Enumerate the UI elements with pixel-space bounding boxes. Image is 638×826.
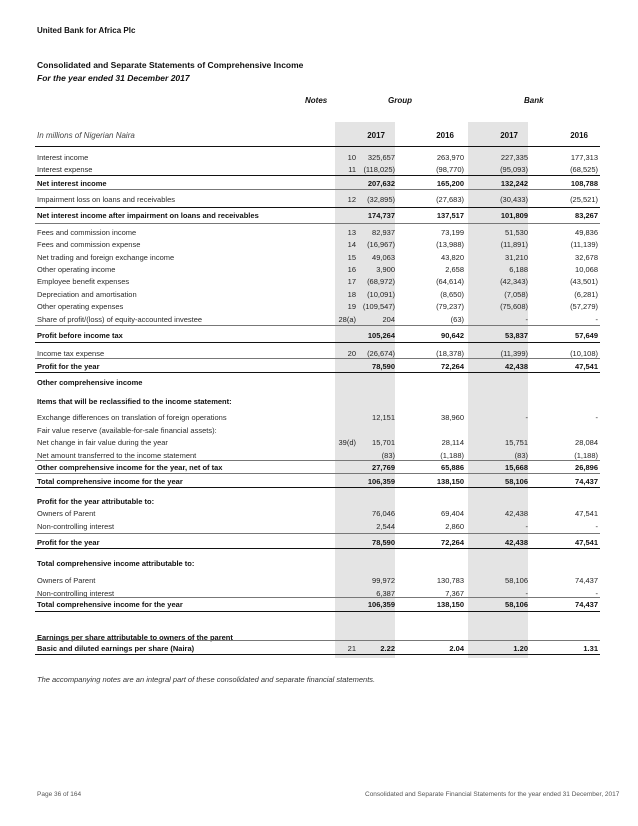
bank-2016-value: (6,281) bbox=[574, 290, 598, 299]
group-2017-value: 106,359 bbox=[367, 600, 395, 609]
bank-2016-value: - bbox=[595, 589, 598, 598]
group-2017-value: 27,769 bbox=[372, 463, 395, 472]
group-2016-value: 65,886 bbox=[441, 463, 464, 472]
bank-2017-value: (11,891) bbox=[500, 240, 528, 249]
group-header: Group bbox=[388, 96, 412, 105]
table-rule bbox=[35, 342, 600, 343]
group-2016-value: 2,860 bbox=[445, 522, 464, 531]
statement-row bbox=[35, 508, 600, 519]
bank-2016-value: - bbox=[595, 315, 598, 324]
bank-2016-value: (57,279) bbox=[570, 302, 598, 311]
table-rule bbox=[35, 207, 600, 208]
group-2017-value: 3,900 bbox=[376, 265, 395, 274]
row-note: 12 bbox=[347, 195, 356, 204]
row-note: 18 bbox=[347, 290, 356, 299]
bank-2017-value: 58,106 bbox=[505, 477, 528, 486]
group-2017-value: 207,632 bbox=[367, 179, 395, 188]
group-2016-value: 138,150 bbox=[436, 477, 464, 486]
year-header-bank-2017: 2017 bbox=[500, 131, 518, 140]
group-2016-value: (13,988) bbox=[436, 240, 464, 249]
row-label: Depreciation and amortisation bbox=[37, 290, 137, 299]
bank-2016-value: 74,437 bbox=[575, 576, 598, 585]
bank-2017-value: (75,608) bbox=[500, 302, 528, 311]
row-note: 19 bbox=[347, 302, 356, 311]
table-rule bbox=[35, 460, 600, 461]
bank-2016-value: 28,084 bbox=[575, 438, 598, 447]
row-label: Net trading and foreign exchange income bbox=[37, 253, 175, 262]
group-2016-value: 7,367 bbox=[445, 589, 464, 598]
row-label: Total comprehensive income attributable to: bbox=[37, 559, 195, 568]
bank-header: Bank bbox=[524, 96, 544, 105]
bank-2016-value: (68,525) bbox=[570, 165, 598, 174]
bank-2016-value: 26,896 bbox=[575, 463, 598, 472]
row-note: 16 bbox=[347, 265, 356, 274]
table-rule bbox=[35, 654, 600, 655]
group-2017-value: (109,547) bbox=[362, 302, 395, 311]
row-label: Profit for the year attributable to: bbox=[37, 497, 155, 506]
statement-row bbox=[35, 227, 600, 238]
row-label: Non-controlling interest bbox=[37, 522, 115, 531]
group-2017-value: 2,544 bbox=[376, 522, 395, 531]
row-note: 15 bbox=[347, 253, 356, 262]
bank-2016-value: - bbox=[595, 522, 598, 531]
row-label: Basic and diluted earnings per share (Naira) bbox=[37, 644, 195, 653]
statement-row bbox=[35, 301, 600, 312]
table-rule bbox=[35, 372, 600, 373]
year-header-group-2017: 2017 bbox=[367, 131, 385, 140]
group-2017-value: (16,967) bbox=[367, 240, 395, 249]
group-2017-value: 99,972 bbox=[372, 576, 395, 585]
group-2016-value: (64,614) bbox=[436, 277, 464, 286]
statement-row bbox=[35, 558, 600, 569]
row-label: Net interest income bbox=[37, 179, 107, 188]
row-label: Net change in fair value during the year bbox=[37, 438, 168, 447]
group-2016-value: 2,658 bbox=[445, 265, 464, 274]
row-note: 39(d) bbox=[338, 438, 356, 447]
row-note: 20 bbox=[347, 349, 356, 358]
bank-2016-value: 1.31 bbox=[583, 644, 598, 653]
row-label: Exchange differences on translation of foreign operations bbox=[37, 413, 227, 422]
table-rule bbox=[35, 223, 600, 224]
statement-row bbox=[35, 396, 600, 407]
bank-2016-value: 32,678 bbox=[575, 253, 598, 262]
bank-2017-value: 58,106 bbox=[505, 576, 528, 585]
row-label: Interest income bbox=[37, 153, 89, 162]
bank-2017-value: (7,058) bbox=[504, 290, 528, 299]
bank-2016-value: (43,501) bbox=[570, 277, 598, 286]
row-label: Employee benefit expenses bbox=[37, 277, 130, 286]
statement-row bbox=[35, 537, 600, 548]
units-label: In millions of Nigerian Naira bbox=[37, 131, 135, 140]
row-label: Net amount transferred to the income statement bbox=[37, 451, 197, 460]
table-rule bbox=[35, 487, 600, 488]
group-2016-value: 28,114 bbox=[441, 438, 464, 447]
group-2016-value: 90,642 bbox=[441, 331, 464, 340]
bank-2017-value: 42,438 bbox=[505, 509, 528, 518]
table-rule bbox=[35, 358, 600, 359]
bank-2016-value: (25,521) bbox=[570, 195, 598, 204]
group-2016-value: 38,960 bbox=[441, 413, 464, 422]
bank-2016-value: - bbox=[595, 413, 598, 422]
group-2017-value: (10,091) bbox=[367, 290, 395, 299]
statement-row bbox=[35, 521, 600, 532]
statement-row bbox=[35, 643, 600, 654]
statement-row bbox=[35, 496, 600, 507]
bank-2016-value: 177,313 bbox=[570, 153, 598, 162]
group-2017-value: (26,674) bbox=[367, 349, 395, 358]
bank-2016-value: 83,267 bbox=[575, 211, 598, 220]
row-label: Share of profit/(loss) of equity-accounted investee bbox=[37, 315, 203, 324]
bank-2017-value: 51,530 bbox=[505, 228, 528, 237]
statement-row bbox=[35, 276, 600, 287]
bank-2016-value: 57,649 bbox=[575, 331, 598, 340]
bank-2016-value: 74,437 bbox=[575, 600, 598, 609]
bank-2017-value: - bbox=[525, 315, 528, 324]
bank-2017-value: 227,335 bbox=[500, 153, 528, 162]
group-2016-value: (79,237) bbox=[436, 302, 464, 311]
statement-row bbox=[35, 462, 600, 473]
table-rule bbox=[35, 533, 600, 534]
year-header-bank-2016: 2016 bbox=[570, 131, 588, 140]
row-note: 28(a) bbox=[338, 315, 356, 324]
group-2016-value: (98,770) bbox=[436, 165, 464, 174]
statement-row bbox=[35, 194, 600, 205]
bank-2017-value: (30,433) bbox=[500, 195, 528, 204]
statement-row bbox=[35, 599, 600, 610]
bank-2017-value: 31,210 bbox=[505, 253, 528, 262]
row-note: 14 bbox=[347, 240, 356, 249]
statement-row bbox=[35, 632, 600, 643]
row-label: Fair value reserve (available-for-sale financial assets): bbox=[37, 426, 217, 435]
row-label: Fees and commission expense bbox=[37, 240, 141, 249]
bank-2016-value: 74,437 bbox=[575, 477, 598, 486]
table-rule bbox=[35, 325, 600, 326]
group-2016-value: (1,188) bbox=[440, 451, 464, 460]
bank-2017-value: 15,668 bbox=[505, 463, 528, 472]
bank-2017-value: (11,399) bbox=[500, 349, 528, 358]
group-2017-value: 106,359 bbox=[367, 477, 395, 486]
group-2017-value: 2.22 bbox=[380, 644, 395, 653]
group-2017-value: 78,590 bbox=[372, 538, 395, 547]
row-label: Total comprehensive income for the year bbox=[37, 477, 183, 486]
statement-row bbox=[35, 437, 600, 448]
statement-row bbox=[35, 239, 600, 250]
bank-2017-value: - bbox=[525, 413, 528, 422]
footer-text: Consolidated and Separate Financial Statements for the year ended 31 December, 2017 bbox=[365, 791, 620, 798]
row-label: Owners of Parent bbox=[37, 576, 96, 585]
group-2016-value: 69,404 bbox=[441, 509, 464, 518]
group-2017-value: 325,657 bbox=[367, 153, 395, 162]
company-name: United Bank for Africa Plc bbox=[37, 26, 136, 35]
row-label: Net interest income after impairment on loans and receivables bbox=[37, 211, 259, 220]
row-label: Earnings per share attributable to owners of the parent bbox=[37, 633, 233, 642]
bank-2017-value: 58,106 bbox=[505, 600, 528, 609]
row-label: Other operating expenses bbox=[37, 302, 124, 311]
bank-2017-value: 132,242 bbox=[500, 179, 528, 188]
group-2017-value: 76,046 bbox=[372, 509, 395, 518]
group-2017-value: 49,063 bbox=[372, 253, 395, 262]
group-2016-value: 73,199 bbox=[441, 228, 464, 237]
row-note: 17 bbox=[347, 277, 356, 286]
group-2016-value: (18,378) bbox=[436, 349, 464, 358]
group-2016-value: 263,970 bbox=[436, 153, 464, 162]
group-2016-value: (63) bbox=[450, 315, 464, 324]
bank-2017-value: - bbox=[525, 522, 528, 531]
group-2017-value: 15,701 bbox=[372, 438, 395, 447]
year-header-group-2016: 2016 bbox=[436, 131, 454, 140]
table-rule bbox=[35, 175, 600, 176]
bank-2017-value: 53,837 bbox=[505, 331, 528, 340]
bank-2016-value: 47,541 bbox=[575, 509, 598, 518]
row-label: Other comprehensive income for the year, net of tax bbox=[37, 463, 223, 472]
group-2016-value: 43,820 bbox=[441, 253, 464, 262]
row-label: Income tax expense bbox=[37, 349, 105, 358]
row-label: Profit for the year bbox=[37, 538, 100, 547]
row-note: 21 bbox=[347, 644, 356, 653]
statement-row bbox=[35, 361, 600, 372]
row-label: Total comprehensive income for the year bbox=[37, 600, 183, 609]
statement-row bbox=[35, 289, 600, 300]
bank-2017-value: 42,438 bbox=[505, 538, 528, 547]
statement-row bbox=[35, 412, 600, 423]
row-note: 13 bbox=[347, 228, 356, 237]
group-2016-value: 2.04 bbox=[449, 644, 464, 653]
footnote: The accompanying notes are an integral part of these consolidated and separate financial statements. bbox=[37, 675, 376, 684]
statement-row bbox=[35, 476, 600, 487]
table-rule bbox=[35, 611, 600, 612]
bank-2016-value: (10,108) bbox=[570, 349, 598, 358]
group-2017-value: 105,264 bbox=[367, 331, 395, 340]
table-rule bbox=[35, 597, 600, 598]
row-label: Owners of Parent bbox=[37, 509, 96, 518]
bank-2017-value: (83) bbox=[514, 451, 528, 460]
statement-row bbox=[35, 575, 600, 586]
group-2017-value: 78,590 bbox=[372, 362, 395, 371]
table-rule bbox=[35, 640, 600, 641]
bank-2017-value: 1.20 bbox=[513, 644, 528, 653]
statement-row bbox=[35, 164, 600, 175]
row-label: Items that will be reclassified to the income statement: bbox=[37, 397, 232, 406]
group-2017-value: (68,972) bbox=[367, 277, 395, 286]
bank-2016-value: 108,788 bbox=[570, 179, 598, 188]
bank-2016-value: (1,188) bbox=[574, 451, 598, 460]
table-rule bbox=[35, 548, 600, 549]
bank-2016-value: 49,836 bbox=[575, 228, 598, 237]
statement-row bbox=[35, 210, 600, 221]
bank-2016-value: 47,541 bbox=[575, 362, 598, 371]
group-2017-value: 6,387 bbox=[376, 589, 395, 598]
bank-2017-value: 42,438 bbox=[505, 362, 528, 371]
page-number: Page 36 of 164 bbox=[37, 791, 82, 798]
bank-2017-value: - bbox=[525, 589, 528, 598]
statement-row bbox=[35, 178, 600, 189]
group-2016-value: 138,150 bbox=[436, 600, 464, 609]
group-2016-value: 72,264 bbox=[441, 538, 464, 547]
row-label: Non-controlling interest bbox=[37, 589, 115, 598]
row-label: Interest expense bbox=[37, 165, 93, 174]
statement-period: For the year ended 31 December 2017 bbox=[37, 73, 190, 83]
row-note: 10 bbox=[347, 153, 356, 162]
statement-row bbox=[35, 264, 600, 275]
group-2016-value: 130,783 bbox=[436, 576, 464, 585]
bank-2017-value: (95,093) bbox=[500, 165, 528, 174]
row-note: 11 bbox=[348, 165, 356, 174]
row-label: Fees and commission income bbox=[37, 228, 137, 237]
table-rule bbox=[35, 473, 600, 474]
bank-2017-value: 101,809 bbox=[500, 211, 528, 220]
group-2017-value: 174,737 bbox=[367, 211, 395, 220]
row-label: Other comprehensive income bbox=[37, 378, 143, 387]
row-label: Impairment loss on loans and receivables bbox=[37, 195, 175, 204]
bank-2016-value: 10,068 bbox=[575, 265, 598, 274]
group-2016-value: 165,200 bbox=[436, 179, 464, 188]
statement-row bbox=[35, 252, 600, 263]
group-2017-value: (32,895) bbox=[367, 195, 395, 204]
header-rule bbox=[35, 146, 600, 147]
group-2017-value: (118,025) bbox=[363, 165, 395, 174]
row-label: Profit for the year bbox=[37, 362, 100, 371]
statement-row bbox=[35, 330, 600, 341]
row-label: Other operating income bbox=[37, 265, 116, 274]
statement-row bbox=[35, 377, 600, 388]
row-label: Profit before income tax bbox=[37, 331, 123, 340]
group-2016-value: (8,650) bbox=[440, 290, 464, 299]
bank-2016-value: (11,139) bbox=[570, 240, 598, 249]
bank-2016-value: 47,541 bbox=[575, 538, 598, 547]
bank-2017-value: (42,343) bbox=[500, 277, 528, 286]
group-2017-value: 82,937 bbox=[372, 228, 395, 237]
notes-header: Notes bbox=[305, 96, 328, 105]
statement-title: Consolidated and Separate Statements of Comprehensive Income bbox=[37, 60, 304, 70]
group-2016-value: 72,264 bbox=[441, 362, 464, 371]
group-2016-value: 137,517 bbox=[436, 211, 464, 220]
group-2016-value: (27,683) bbox=[436, 195, 464, 204]
group-2017-value: 12,151 bbox=[372, 413, 395, 422]
table-rule bbox=[35, 189, 600, 190]
bank-2017-value: 6,188 bbox=[509, 265, 528, 274]
bank-2017-value: 15,751 bbox=[505, 438, 528, 447]
group-2017-value: 204 bbox=[382, 315, 395, 324]
statement-row bbox=[35, 152, 600, 163]
statement-row bbox=[35, 425, 600, 436]
statement-row bbox=[35, 314, 600, 325]
group-2017-value: (83) bbox=[381, 451, 395, 460]
